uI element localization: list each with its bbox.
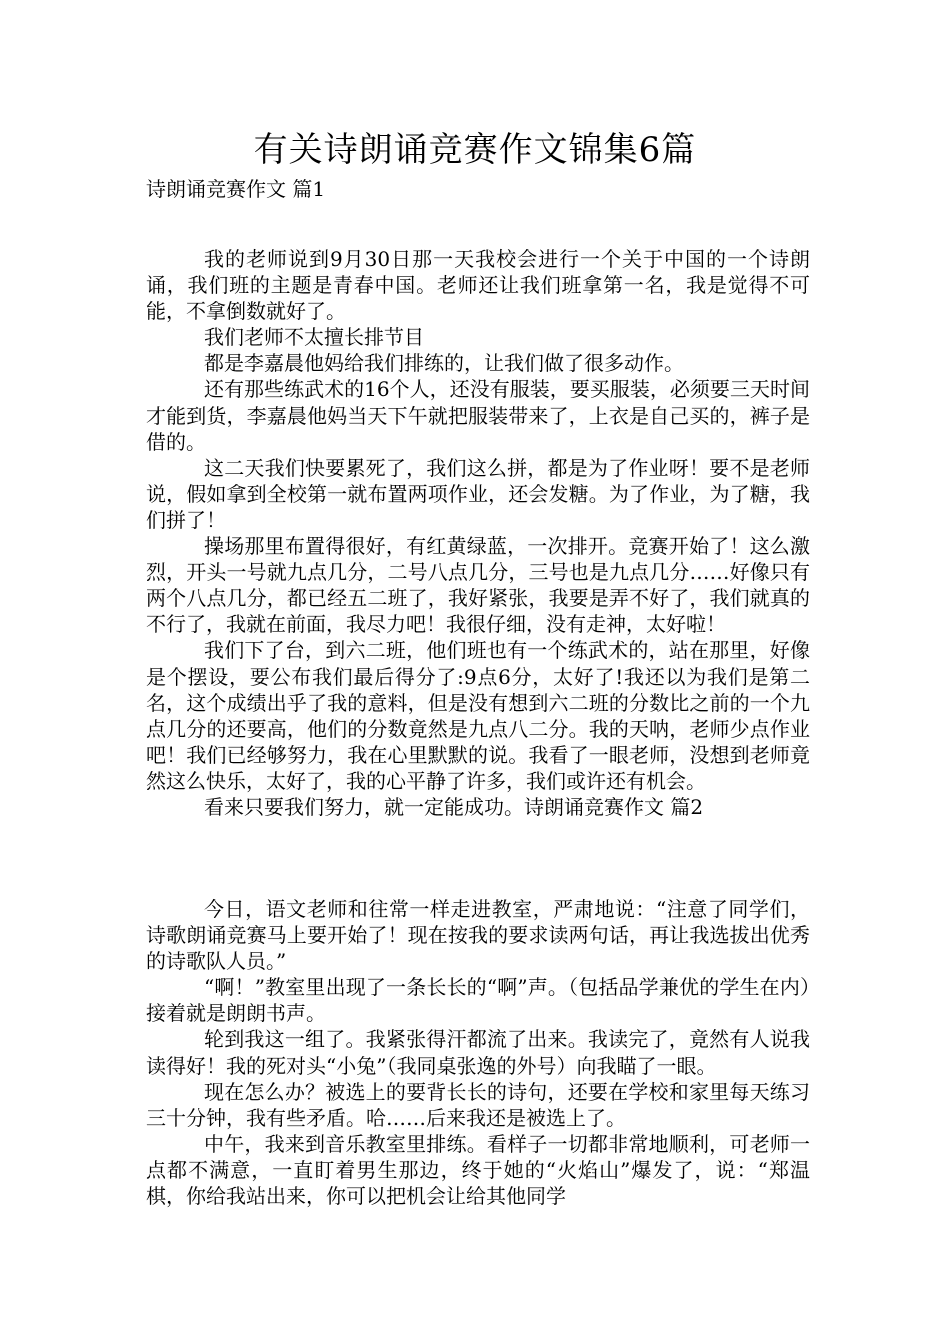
section-2-body — [146, 896, 810, 1209]
paragraph: 都是李嘉晨他妈给我们排练的，让我们做了很多动作。 — [204, 351, 684, 376]
paragraph: 我的老师说到9月30日那一天我校会进行一个关于中国的一个诗朗诵，我们班的主题是青春中国。老师还让我们班拿第一名，我是觉得不可能，不拿倒数就好了。 — [146, 247, 810, 324]
paragraph: 现在怎么办？被选上的要背长长的诗句，还要在学校和家里每天练习三十分钟，我有些矛盾。哈……后来我还是被选上了。 — [146, 1079, 810, 1130]
paragraph: 今日，语文老师和往常一样走进教室，严肃地说：“注意了同学们，诗歌朗诵竞赛马上要开始了！现在按我的要求读两句话，再让我选拔出优秀的诗歌队人员。” — [146, 897, 810, 974]
paragraph: 看来只要我们努力，就一定能成功。诗朗诵竞赛作文 篇2 — [204, 794, 704, 819]
paragraph: 轮到我这一组了。我紧张得汗都流了出来。我读完了，竟然有人说我读得好！我的死对头“小兔”（我同桌张逸的外号）向我瞄了一眼。 — [146, 1027, 810, 1078]
paragraph: “啊！”教室里出现了一条长长的“啊”声。（包括品学兼优的学生在内）接着就是朗朗书声。 — [146, 975, 810, 1026]
section-heading: 诗朗诵竞赛作文 篇1 — [146, 177, 326, 201]
paragraph: 还有那些练武术的16个人，还没有服装，要买服装，必须要三天时间才能到货，李嘉晨他妈当天下午就把服装带来了，上衣是自己买的，裤子是借的。 — [146, 377, 810, 454]
document-title: 有关诗朗诵竞赛作文锦集6篇 — [253, 130, 697, 170]
paragraph: 中午，我来到音乐教室里排练。看样子一切都非常地顺利，可老师一点都不满意，一直盯着男生那边，终于她的“火焰山”爆发了，说：“郑温棋，你给我站出来，你可以把机会让给其他同学 — [146, 1131, 810, 1209]
paragraph: 我们老师不太擅长排节目 — [204, 325, 424, 350]
paragraph: 我们下了台，到六二班，他们班也有一个练武术的，站在那里，好像是个摆设，要公布我们最后得分了:9点6分，太好了!我还以为我们是第二名，这个成绩出乎了我的意料，但是没有想到六二班的分数比之前的一个九点几分的还要高，他们的分数竟然是九点八二分。我的天呐，老师少点作业吧！我们已经够努力，我在心里默默的说。我看了一眼老师，没想到老师竟然这么快乐，太好了，我的心平静了许多，我们或许还有机会。 — [146, 638, 810, 793]
section-1-body — [146, 246, 810, 820]
paragraph: 操场那里布置得很好，有红黄绿蓝，一次排开。竞赛开始了！这么激烈，开头一号就九点几分，二号八点几分，三号也是九点几分……好像只有两个八点几分，都已经五二班了，我好紧张，我要是弄不好了，我们就真的不行了，我就在前面，我尽力吧！我很仔细，没有走神，太好啦！ — [146, 534, 810, 637]
paragraph: 这二天我们快要累死了，我们这么拼，都是为了作业呀！要不是老师说，假如拿到全校第一就布置两项作业，还会发糖。为了作业，为了糖，我们拼了！ — [146, 455, 810, 532]
